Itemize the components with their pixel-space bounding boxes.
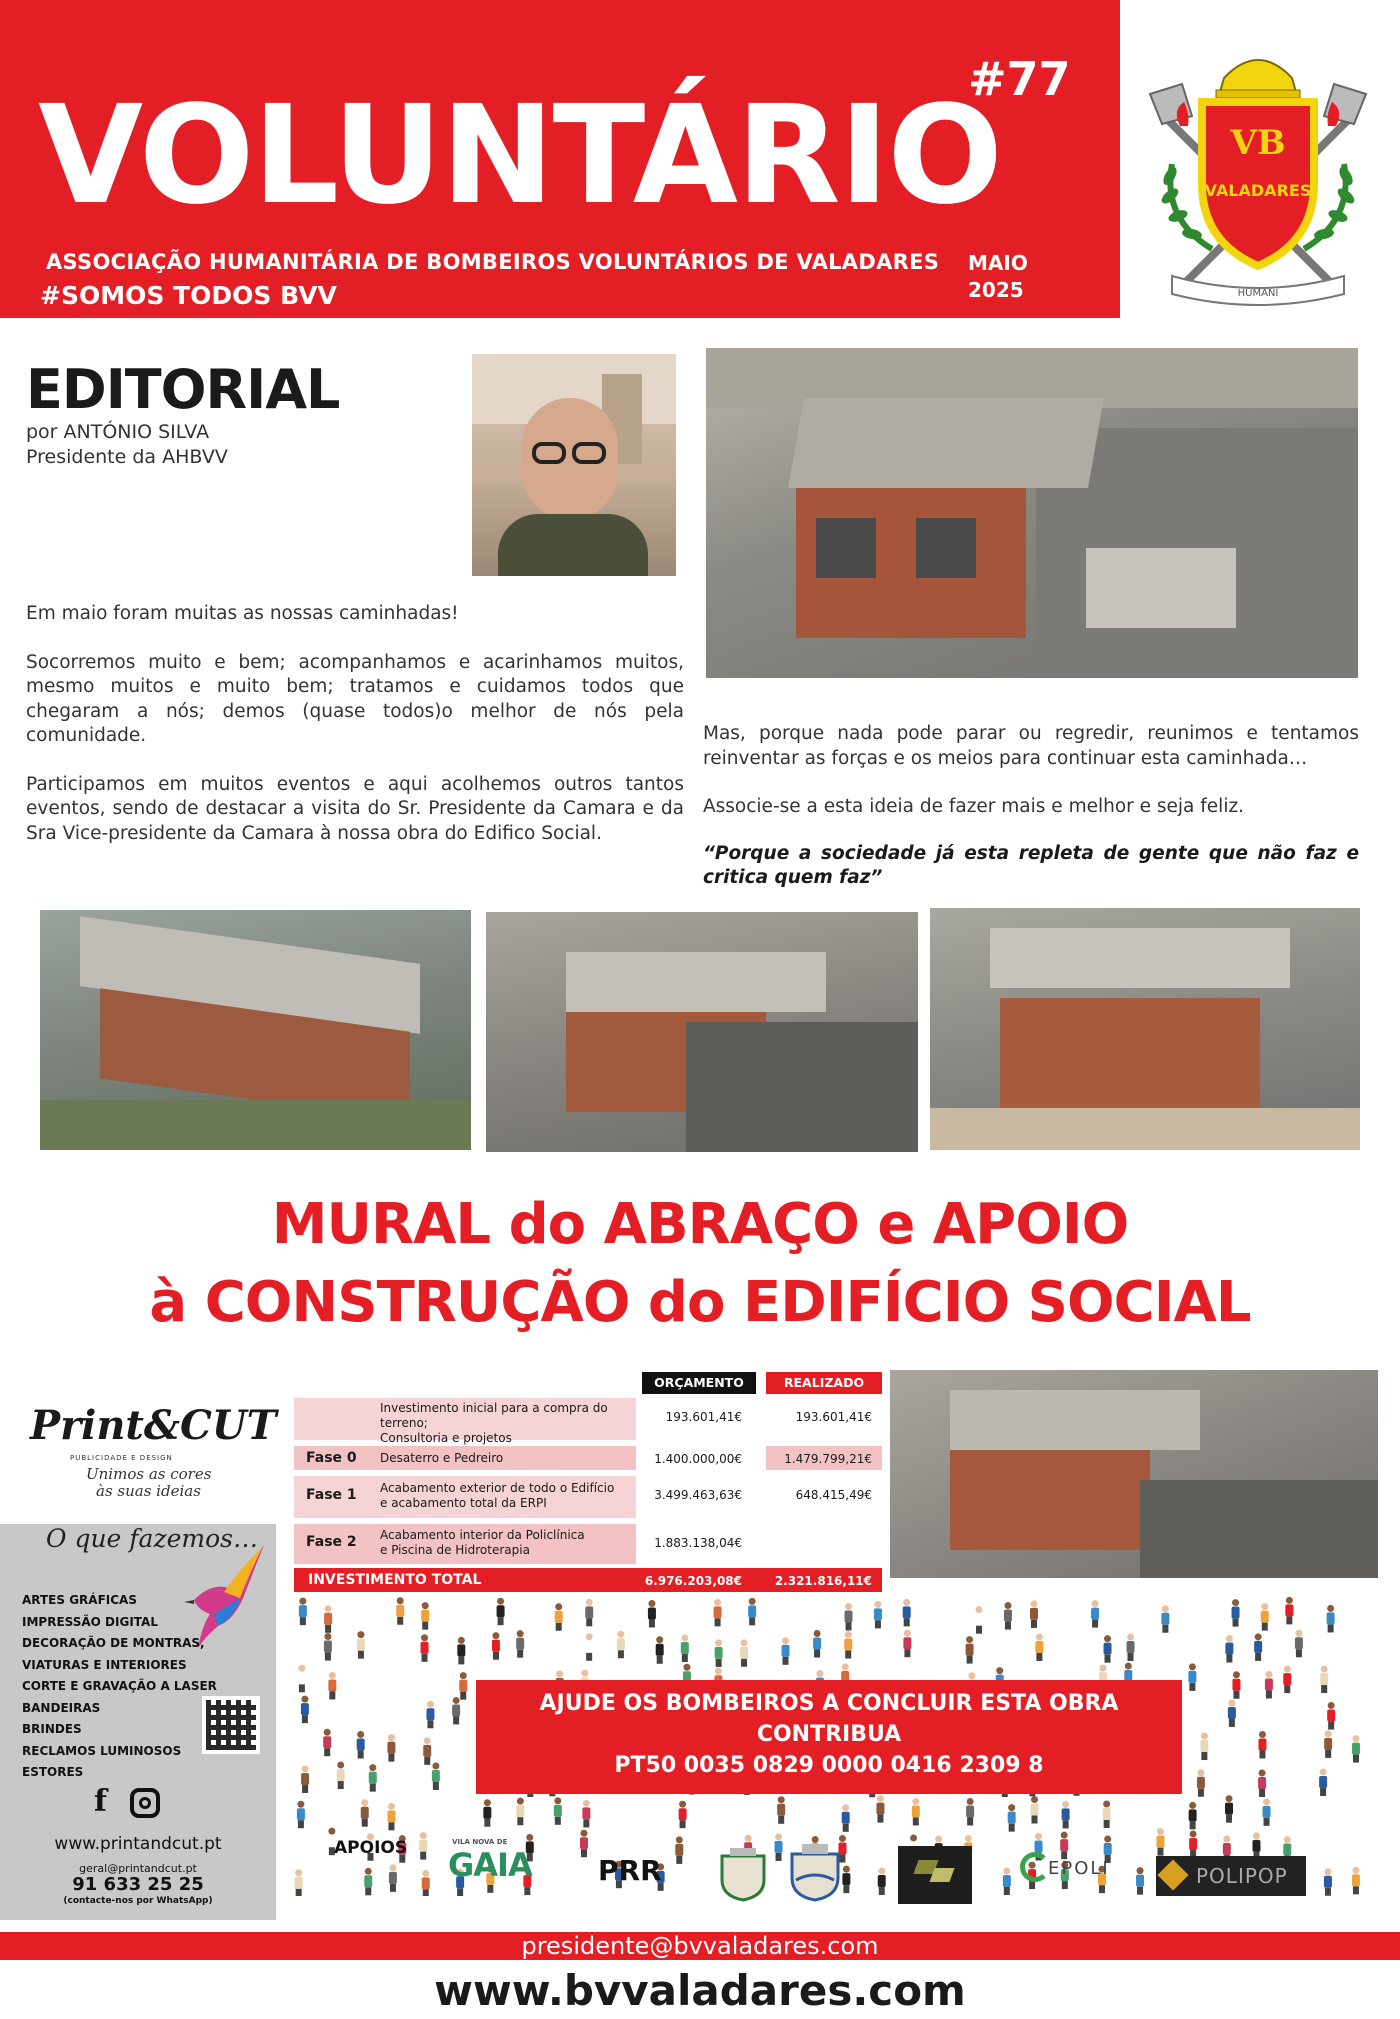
budget-row-desc: Desaterro e Pedreiro [380,1451,504,1465]
svg-text:VB: VB [1230,123,1286,163]
row-desc-line: Acabamento exterior de todo o Edifício [380,1481,615,1495]
column-header-budget: ORÇAMENTO [642,1372,756,1394]
crowd-figure [297,1801,305,1829]
ad-email[interactable]: geral@printandcut.pt [79,1862,197,1875]
editorial-title: EDITORIAL [26,358,340,421]
crowd-figure [912,1798,920,1826]
crowd-figure [423,1737,431,1765]
prr-logo: PRR [598,1854,662,1887]
donation-box [476,1680,1182,1794]
crowd-figure [903,1599,911,1627]
editorial-left-column [26,602,684,870]
crowd-figure [1062,1801,1070,1829]
crowd-figure [1258,1769,1266,1797]
crowd-figure [1225,1635,1233,1663]
crowd-figure [1225,1795,1233,1823]
crowd-figure [874,1601,882,1629]
crowd-figure [748,1598,756,1626]
polipop-logo: POLIPOP [1196,1864,1288,1888]
ad-tagline-1: Unimos as cores [86,1465,212,1483]
crowd-figure [782,1637,790,1665]
phase-label: Fase 1 [306,1487,357,1503]
svg-text:HUMANI: HUMANI [1237,288,1279,299]
crowd-figure [554,1797,562,1825]
ad-tagline-2: às suas ideias [96,1482,201,1500]
crowd-figure [298,1665,306,1693]
crowd-figure [1258,1731,1266,1759]
crowd-figure [1327,1605,1335,1633]
row-desc-line: e acabamento total da ERPI [380,1496,547,1510]
construction-photo-1 [40,910,471,1150]
crowd-figure [421,1634,429,1662]
newspaper-title: VOLUNTÁRIO [38,77,1001,235]
editorial-paragraph: Em maio foram muitas as nossas caminhadas! [26,603,459,624]
gaia-logo: GAIA [448,1846,532,1884]
ad-logo-subtitle: PUBLICIDADE E DESIGN [70,1454,173,1462]
budget-value: 1.883.138,04€ [654,1536,742,1550]
budget-value: 3.499.463,63€ [654,1488,742,1502]
total-done-value: 2.321.816,11€ [774,1574,872,1588]
crowd-figure [1285,1597,1293,1625]
ad-phone[interactable]: 91 633 25 25 [72,1874,204,1895]
crowd-figure [421,1602,429,1630]
crowd-figure [656,1636,664,1664]
ad-tagline [86,1466,211,1500]
crowd-figure [966,1798,974,1826]
editorial-right-column [703,722,1359,844]
crowd-figure [1295,1630,1303,1658]
donation-iban[interactable]: PT50 0035 0829 0000 0416 2309 8 [614,1753,1044,1778]
crowd-figure [1319,1769,1327,1797]
qr-code-icon[interactable] [202,1696,260,1754]
footer-website[interactable]: www.bvvaladares.com [434,1966,966,2015]
crowd-figure [1352,1867,1360,1895]
phase-label: Fase 0 [306,1450,357,1466]
crowd-figure [1030,1600,1038,1628]
crowd-figure [324,1633,332,1661]
phase-label: Fase 2 [306,1534,357,1550]
editorial-paragraph: Mas, porque nada pode parar ou regredir, reunimos e tentamos reinventar as forças e os meios para continuar esta caminhada… [703,723,1359,769]
service-item: ESTORES [22,1765,84,1779]
crowd-figure [295,1869,303,1896]
service-item: DECORAÇÃO DE MONTRAS, [22,1636,205,1650]
crowd-figure [357,1731,365,1759]
print-and-cut-ad [0,1362,276,1920]
gaia-logo-top: VILA NOVA DE [452,1838,508,1846]
crowd-figure [903,1630,911,1658]
crowd-figure [775,1833,783,1861]
budget-value: 193.601,41€ [665,1410,742,1424]
building-photo-aerial [706,348,1358,678]
construction-photo-2 [486,912,918,1152]
crowd-figure [681,1634,689,1662]
row-desc-line: Investimento inicial para a compra do terreno; [380,1401,608,1430]
crowd-figure [422,1870,430,1896]
crowd-figure [1189,1830,1197,1858]
crowd-figure [1283,1666,1291,1694]
ad-heading: O que fazemos… [46,1524,258,1553]
crowd-figure [1232,1671,1240,1699]
crowd-figure [582,1800,590,1828]
editorial-byline [26,420,228,470]
crowd-figure [1189,1802,1197,1830]
donation-line1: AJUDE OS BOMBEIROS A CONCLUIR ESTA OBRA [539,1691,1119,1716]
column-header-done: REALIZADO [766,1372,882,1394]
crowd-figure [1265,1671,1273,1699]
crowd-figure [1004,1602,1012,1630]
crowd-figure [323,1729,331,1757]
masthead [0,0,1120,318]
crowd-figure [452,1697,460,1725]
crowd-figure [714,1599,722,1627]
crowd-figure [419,1832,427,1860]
crowd-figure [813,1630,821,1658]
ad-website[interactable]: www.printandcut.pt [54,1834,222,1854]
author-portrait [472,354,676,576]
service-item: IMPRESSÃO DIGITAL [22,1614,158,1629]
crowd-figure [1104,1635,1112,1663]
crowd-figure [878,1868,886,1896]
crowd-figure [1156,1828,1164,1856]
crowd-figure [975,1606,983,1634]
footer-email[interactable]: presidente@bvvaladares.com [0,1932,1400,1960]
donation-line2: CONTRIBUA [756,1722,902,1747]
crowd-figure [299,1598,307,1626]
crowd-figure [497,1598,505,1626]
budget-row-desc [380,1481,640,1511]
building-photo-mural [890,1370,1378,1578]
crowd-figure [580,1830,588,1858]
crowd-figure [1008,1804,1016,1832]
issue-number: #77 [968,52,1071,106]
mural-title-line1: MURAL do ABRAÇO e APOIO [271,1192,1129,1257]
crowd-figure [842,1804,850,1832]
service-item: VIATURAS E INTERIORES [22,1657,187,1672]
crowd-figure [1103,1801,1111,1829]
issue-year: 2025 [968,278,1024,302]
crowd-figure [777,1796,785,1824]
crowd-figure [426,1701,434,1729]
epoli-logo: EPOLI [1048,1858,1110,1879]
crowd-figure [715,1639,723,1667]
crowd-figure [1254,1633,1262,1661]
service-item: CORTE E GRAVAÇÃO A LASER [22,1679,217,1693]
done-value: 648.415,49€ [795,1488,872,1502]
crowd-figure [459,1672,467,1700]
crowd-figure [389,1864,397,1892]
service-item: BANDEIRAS [22,1700,101,1715]
crowd-figure [740,1639,748,1667]
crowd-figure [357,1631,365,1659]
crowd-figure [1324,1730,1332,1758]
sponsor-dark-logo [898,1846,972,1904]
crowd-figure [844,1631,852,1659]
author-role: Presidente da AHBVV [26,446,228,468]
epoli-logo-icon [1020,1852,1050,1882]
crowd-figure [1261,1603,1269,1631]
crowd-figure [396,1597,404,1625]
crowd-figure [1091,1600,1099,1628]
crowd-figure [1030,1796,1038,1824]
crowd-figure [369,1764,377,1792]
row-desc-line: e Piscina de Hidroterapia [380,1543,530,1557]
crowd-figure [1127,1634,1135,1662]
ad-services-list [22,1590,217,1784]
hashtag: #SOMOS TODOS BVV [40,281,337,310]
budget-row-desc [380,1401,640,1446]
crowd-figure [1060,1832,1068,1860]
editorial-paragraph: Participamos em muitos eventos e aqui acolhemos outros tantos eventos, sendo de destacar a visita do Sr. Presidente da Camara e da Sra Vice-presidente da Camara à nossa obra do Edifico Social. [26,773,684,844]
crowd-figure [585,1599,593,1627]
service-item: RECLAMOS LUMINOSOS [22,1743,182,1758]
crowd-figure [679,1801,687,1829]
crowd-figure [364,1868,372,1896]
crowd-figure [1161,1605,1169,1633]
crowd-figure [301,1765,309,1793]
sponsors-label: APOIOS [334,1838,408,1858]
crowd-figure [361,1799,369,1827]
row-desc-line: Consultoria e projetos [380,1431,512,1445]
crowd-figure [516,1798,524,1826]
editorial-quote: “Porque a sociedade já esta repleta de gente que não faz e critica quem faz” [703,843,1359,888]
polipop-logo-box [1156,1856,1306,1896]
crowd-figure [1188,1663,1196,1691]
mural-title-line2: à CONSTRUÇÃO do EDIFÍCIO SOCIAL [149,1270,1251,1335]
crowd-figure [1352,1735,1360,1763]
crowd-figure [328,1672,336,1700]
crowd-figure [1200,1733,1208,1761]
editorial-paragraph: Associe-se a esta ideia de fazer mais e melhor e seja feliz. [703,796,1245,817]
crowd-figure [966,1636,974,1664]
association-name: ASSOCIAÇÃO HUMANITÁRIA DE BOMBEIROS VOLUNTÁRIOS DE VALADARES [46,250,940,274]
total-budget-value: 6.976.203,08€ [644,1574,742,1588]
crowd-figure [1228,1699,1236,1726]
done-value: 193.601,41€ [795,1410,872,1424]
crowd-figure [1232,1599,1240,1627]
crowd-figure [845,1603,853,1631]
crowd-figure [555,1603,563,1631]
crowd-figure [457,1637,465,1665]
crowd-figure [492,1632,500,1660]
editorial-paragraph: Socorremos muito e bem; acompanhamos e acarinhamos muitos, mesmo muitos e muito bem; tratamos e cuidamos todos que chegaram a nós; demos (quase todos)o melhor de nós pela comunidade. [26,651,684,746]
crowd-figure [337,1762,345,1790]
crowd-figure [516,1630,524,1658]
construction-photo-3 [930,908,1360,1150]
crowd-figure [648,1600,656,1628]
crowd-figure [1197,1769,1205,1797]
crowd-figure [1320,1665,1328,1693]
crowd-figure [1003,1867,1011,1895]
crowd-figure [432,1762,440,1790]
facebook-icon[interactable]: f [94,1784,107,1819]
done-value: 1.479.799,21€ [784,1452,872,1466]
service-item: ARTES GRÁFICAS [22,1593,137,1607]
crowd-figure [585,1633,593,1661]
crowd-figure [301,1696,309,1724]
total-label: INVESTIMENTO TOTAL [308,1572,482,1588]
crowd-figure [387,1803,395,1831]
fire-brigade-crest-icon [1132,44,1384,314]
author-name: por ANTÓNIO SILVA [26,421,210,443]
ad-logo: Print&CUT [30,1402,277,1449]
crowd-figure [324,1605,332,1633]
parish-crest-icon [786,1842,844,1902]
issue-date [968,250,1028,304]
issue-month: MAIO [968,251,1028,275]
municipal-crest-icon [716,1846,770,1902]
budget-value: 1.400.000,00€ [654,1452,742,1466]
crowd-figure [1324,1868,1332,1896]
crowd-figure [1327,1702,1335,1730]
crowd-figure [617,1631,625,1659]
ad-whatsapp-note: (contacte-nos por WhatsApp) [63,1896,213,1906]
crowd-figure [1136,1867,1144,1895]
crowd-figure [483,1799,491,1827]
crowd-figure [675,1836,683,1864]
row-desc-line: Acabamento interior da Policlínica [380,1528,585,1542]
budget-row-desc [380,1528,640,1558]
crowd-figure [1035,1633,1043,1661]
svg-text:VALADARES: VALADARES [1204,181,1312,200]
service-item: BRINDES [22,1722,82,1736]
crowd-figure [876,1795,884,1823]
crowd-figure [1263,1798,1271,1826]
instagram-icon[interactable] [130,1788,160,1818]
crowd-figure [387,1734,395,1762]
